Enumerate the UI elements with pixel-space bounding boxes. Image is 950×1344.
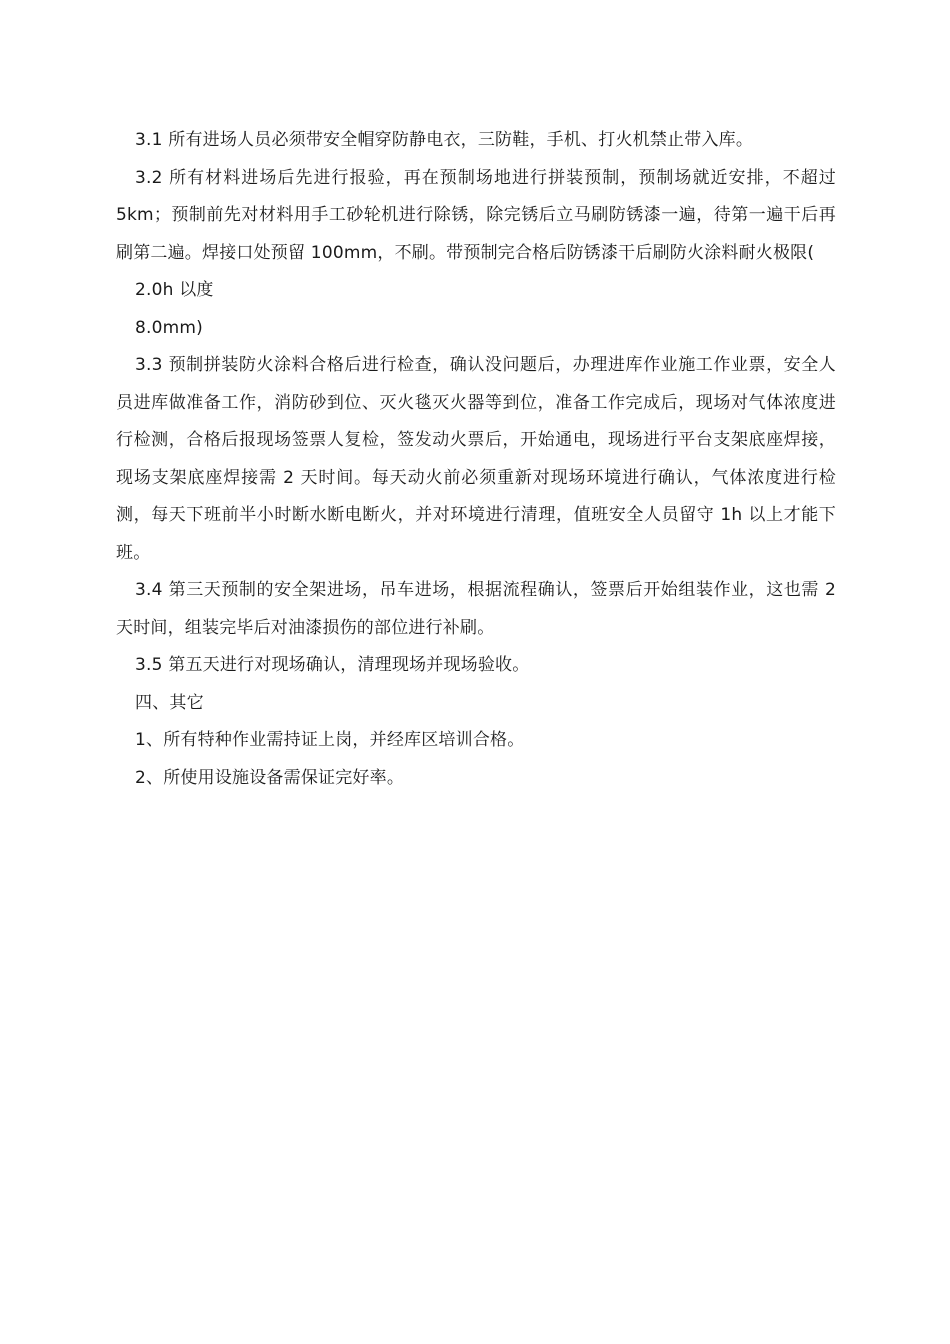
paragraph-thickness: 8.0mm) [135,317,203,338]
paragraph-3-2: 3.2 所有材料进场后先进行报验，再在预制场地进行拼装预制，预制场就近安排，不超过 5km；预制前先对材料用手工砂轮机进行除锈，除完锈后立马刷防锈漆一遍，待第一遍干后再刷第二遍。焊接口处预留 100mm，不刷。带预制完合格后防锈漆干后刷防火涂料耐火极限( [116,167,836,263]
paragraph-3-4: 3.4 第三天预制的安全架进场，吊车进场，根据流程确认，签票后开始组装作业，这也需 2 天时间，组装完毕后对油漆损伤的部位进行补刷。 [116,580,836,638]
paragraph-other-2: 2、所使用设施设备需保证完好率。 [135,767,405,788]
paragraph-3-5: 3.5 第五天进行对现场确认，清理现场并现场验收。 [135,655,530,675]
paragraph-other-1: 1、所有特种作业需持证上岗，并经库区培训合格。 [135,730,525,750]
paragraph-fire-rating: 2.0h 以度 [135,280,214,300]
paragraph-3-3: 3.3 预制拼装防火涂料合格后进行检查，确认没问题后，办理进库作业施工作业票，安全人员进库做准备工作，消防砂到位、灭火毯灭火器等到位，准备工作完成后，现场对气体浓度进行检测，合格后报现场签票人复检，签发动火票后，开始通电，现场进行平台支架底座焊接，现场支架底座焊接需 2 天时间。每天动火前必须重新对现场环境进行确认，气体浓度进行检测，每天下班前半小时断水断电断火，并对环境进行清理，值班安全人员留守 1h 以上才能下班。 [116,355,836,563]
document-body [116,122,836,797]
paragraph-3-1: 3.1 所有进场人员必须带安全帽穿防静电衣，三防鞋，手机、打火机禁止带入库。 [135,130,754,150]
section-heading-other: 四、其它 [135,692,204,713]
